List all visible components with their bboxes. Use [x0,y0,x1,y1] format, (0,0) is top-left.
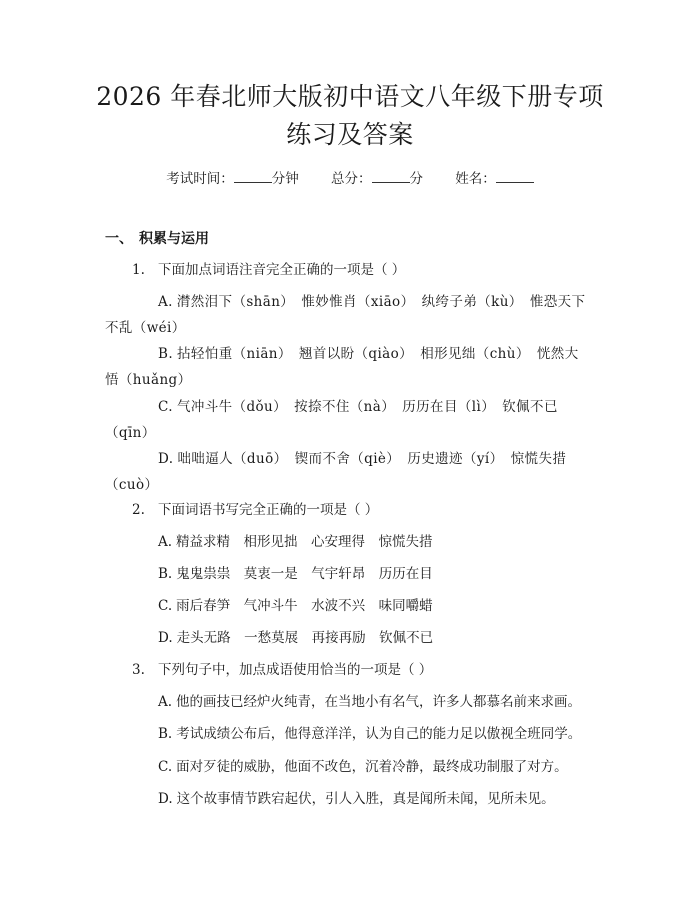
option-label: A. [158,534,173,550]
option-label: C. [158,759,173,775]
exam-time-unit: 分钟 [271,171,299,187]
option-label: A. [158,294,173,310]
option-text: 咄咄逼人（duō） 锲而不舍（qiè） 历史遗迹（yí） 惊慌失措（cuò） [105,451,567,493]
question-number: 1. [132,262,145,278]
option-label: B. [158,726,173,742]
option-text: 雨后春笋 气冲斗牛 水波不兴 味同嚼蜡 [176,598,433,614]
option-text: 考试成绩公布后，他得意洋洋，认为自己的能力足以傲视全班同学。 [176,726,582,742]
section-heading [105,229,209,249]
name-field [455,171,534,187]
option-text: 鬼鬼祟祟 莫衷一是 气宇轩昂 历历在目 [176,566,433,582]
exam-time-label: 考试时间： [166,171,234,187]
option-label: D. [158,451,174,467]
option-label: D. [158,630,173,646]
section-number: 一、 [105,231,133,247]
option-label: A. [158,694,173,710]
option-text: 潸然泪下（shān） 惟妙惟肖（xiāo） 纨绔子弟（kù） 惟恐天下不乱（wéi） [105,294,586,336]
option-text: 这个故事情节跌宕起伏，引人入胜，真是闻所未闻，见所未见。 [176,791,555,807]
question-1-option-a [105,289,591,341]
question-text: 下列句子中，加点成语使用恰当的一项是（ ） [158,662,433,678]
question-number: 3. [132,662,145,678]
name-label: 姓名： [455,171,496,187]
total-score-blank [372,168,410,183]
total-score-field [331,171,427,187]
question-1-option-b [105,341,591,393]
section-title: 积累与运用 [139,231,209,247]
name-blank [496,168,534,183]
question-3-option-a [158,692,581,712]
question-2-stem [132,500,378,520]
option-text: 精益求精 相形见拙 心安理得 惊慌失措 [176,534,433,550]
question-1-option-c [105,394,591,446]
question-3-option-d [158,789,555,809]
option-text: 走头无路 一愁莫展 再接再励 钦佩不已 [176,630,434,646]
question-3-option-c [158,757,568,777]
question-2-option-b [158,564,433,584]
option-label: D. [158,791,173,807]
document-title-line-2: 练习及答案 [286,120,414,149]
option-text: 他的画技已经炉火纯青，在当地小有名气，许多人都慕名前来求画。 [176,694,582,710]
document-title-line-1: 2026 年春北师大版初中语文八年级下册专项 [96,82,604,111]
question-2-option-a [158,532,433,552]
question-2-option-d [158,628,433,648]
option-text: 面对歹徒的威胁，他面不改色，沉着冷静，最终成功制服了对方。 [176,759,568,775]
question-text: 下面加点词语注音完全正确的一项是（ ） [158,262,406,278]
question-3-stem [132,660,432,680]
question-number: 2. [132,502,145,518]
question-1-stem [132,260,405,280]
exam-time-blank [234,168,272,183]
question-1-option-d [105,446,591,498]
exam-info-row [0,168,700,189]
exam-time-field [166,171,303,187]
option-label: B. [158,346,174,362]
question-3-option-b [158,724,581,744]
option-label: C. [158,399,173,415]
total-score-unit: 分 [409,171,423,187]
total-score-label: 总分： [331,171,372,187]
option-text: 气冲斗牛（dǒu） 按捺不住（nà） 历历在目（lì） 钦佩不已（qīn） [105,399,558,441]
option-text: 拈轻怕重（niān） 翘首以盼（qiào） 相形见绌（chù） 恍然大悟（huǎng） [105,346,579,388]
option-label: C. [158,598,173,614]
question-text: 下面词语书写完全正确的一项是（ ） [158,502,379,518]
question-2-option-c [158,596,433,616]
option-label: B. [158,566,173,582]
